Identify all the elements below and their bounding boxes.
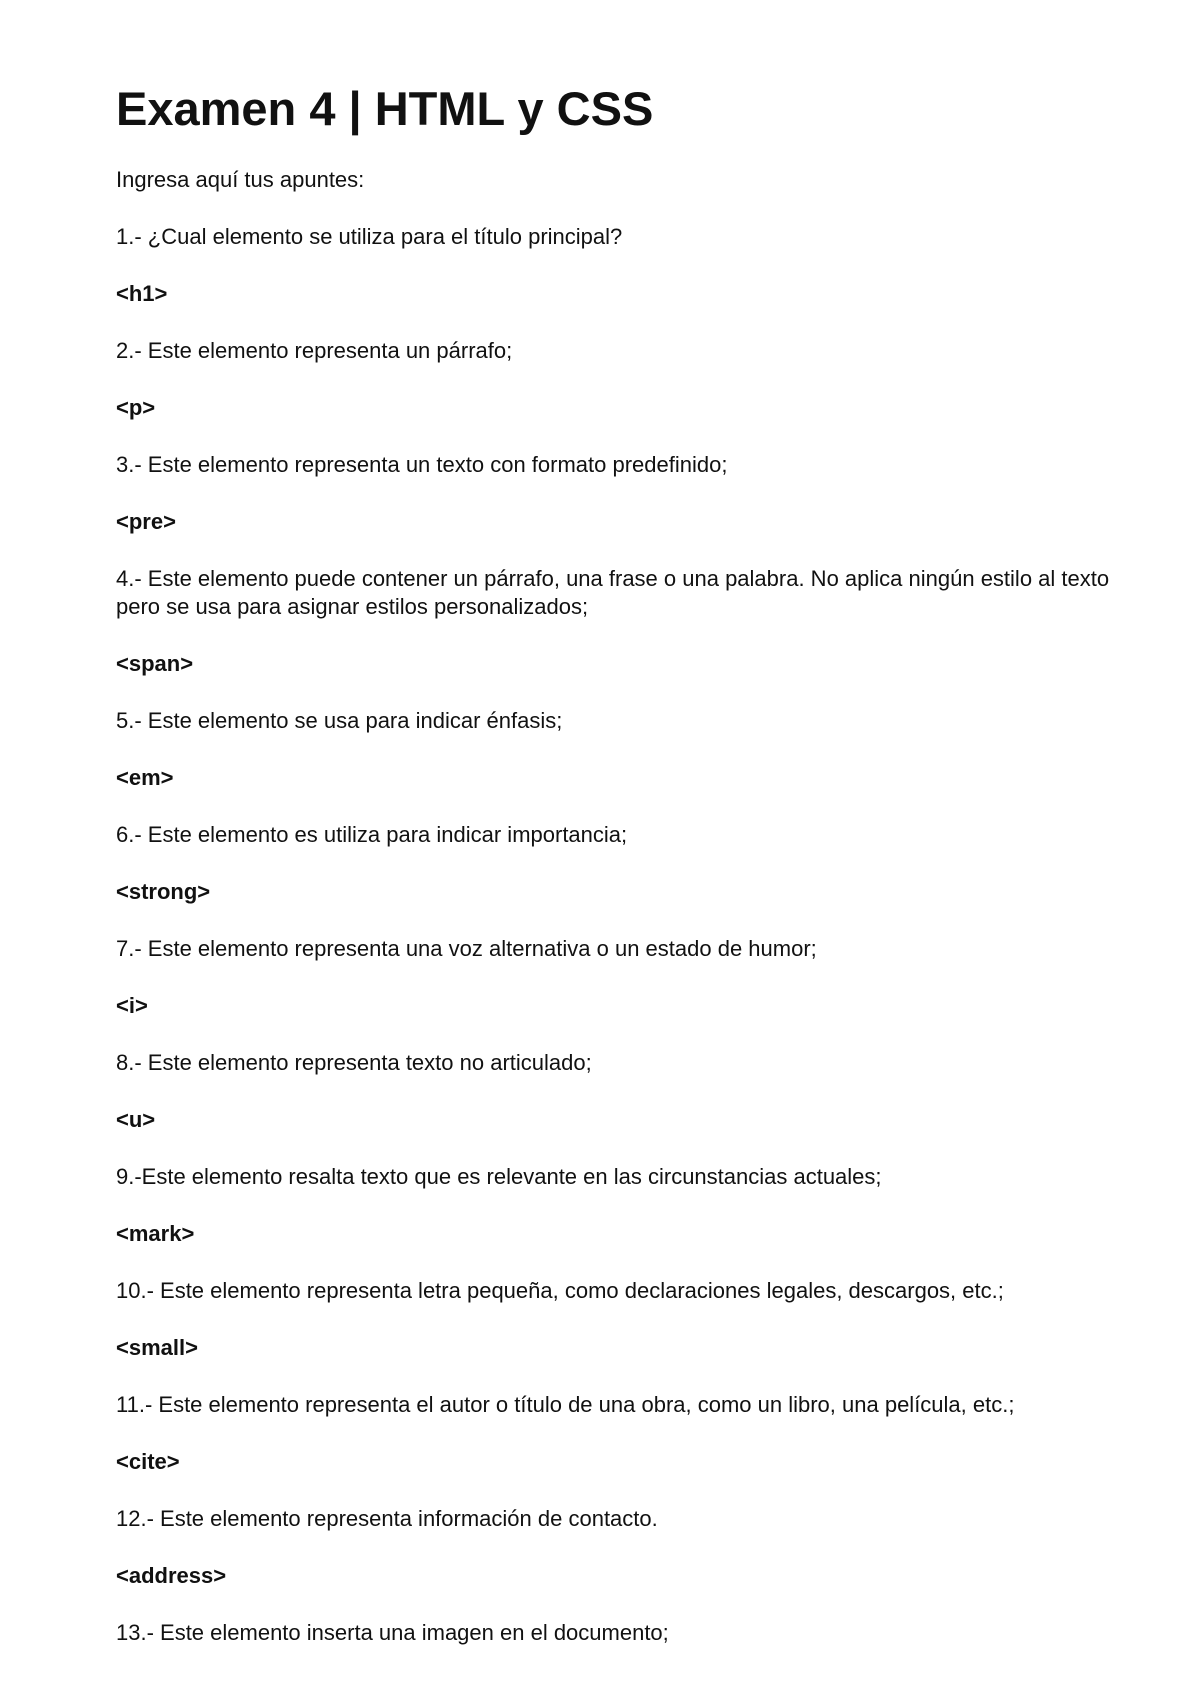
- question-1: 1.- ¿Cual elemento se utiliza para el título principal?: [116, 224, 623, 249]
- question-8: 8.- Este elemento representa texto no articulado;: [116, 1050, 592, 1075]
- answer-4: <span>: [116, 651, 194, 676]
- question-7: 7.- Este elemento representa una voz alternativa o un estado de humor;: [116, 936, 817, 961]
- question-13: 13.- Este elemento inserta una imagen en el documento;: [116, 1620, 669, 1645]
- intro-text: Ingresa aquí tus apuntes:: [116, 167, 365, 192]
- question-10: 10.- Este elemento representa letra pequeña, como declaraciones legales, descargos, etc.;: [116, 1278, 1004, 1303]
- answer-6: <strong>: [116, 879, 211, 904]
- question-9: 9.-Este elemento resalta texto que es relevante en las circunstancias actuales;: [116, 1164, 882, 1189]
- question-12: 12.- Este elemento representa información de contacto.: [116, 1506, 658, 1531]
- question-3: 3.- Este elemento representa un texto con formato predefinido;: [116, 452, 728, 477]
- page-title: Examen 4 | HTML y CSS: [116, 82, 654, 135]
- answer-2: <p>: [116, 395, 156, 420]
- question-5: 5.- Este elemento se usa para indicar énfasis;: [116, 708, 563, 733]
- question-11: 11.- Este elemento representa el autor o título de una obra, como un libro, una película, etc.;: [116, 1392, 1015, 1417]
- answer-12: <address>: [116, 1563, 227, 1588]
- document-page: [116, 78, 1136, 1676]
- answer-10: <small>: [116, 1335, 198, 1360]
- question-4: 4.- Este elemento puede contener un párrafo, una frase o una palabra. No aplica ningún estilo al texto pero se usa para asignar estilos personalizados;: [116, 566, 1110, 619]
- answer-11: <cite>: [116, 1449, 180, 1474]
- answer-3: <pre>: [116, 509, 176, 534]
- question-6: 6.- Este elemento es utiliza para indicar importancia;: [116, 822, 628, 847]
- answer-8: <u>: [116, 1107, 156, 1132]
- answer-1: <h1>: [116, 281, 168, 306]
- answer-7: <i>: [116, 993, 148, 1018]
- answer-5: <em>: [116, 765, 174, 790]
- answer-9: <mark>: [116, 1221, 195, 1246]
- question-2: 2.- Este elemento representa un párrafo;: [116, 338, 513, 363]
